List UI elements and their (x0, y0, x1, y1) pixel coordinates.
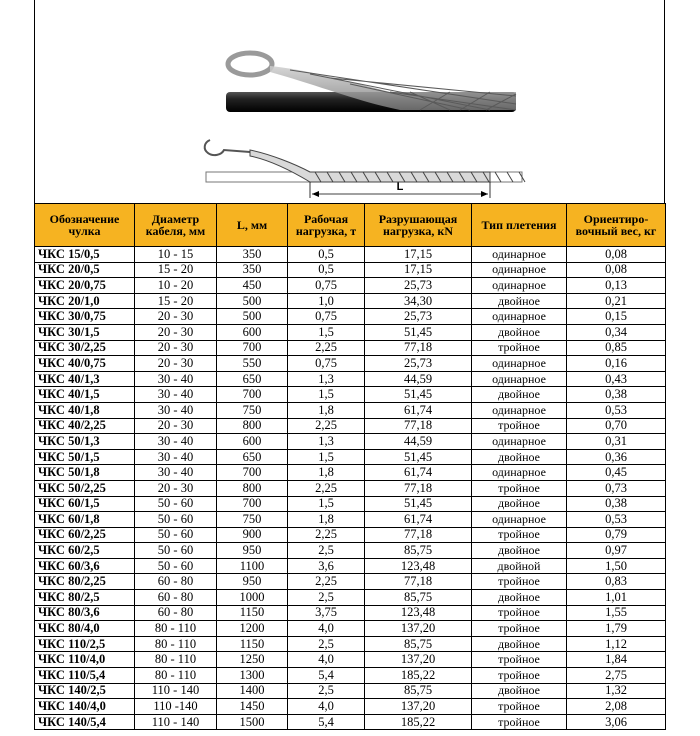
working-load-cell: 0,5 (288, 247, 365, 263)
designation-cell: ЧКС 60/2,25 (35, 527, 135, 543)
table-row (35, 558, 666, 574)
designation-cell: ЧКС 60/1,8 (35, 512, 135, 528)
table-row (35, 387, 666, 403)
designation-cell: ЧКС 140/2,5 (35, 683, 135, 699)
table-row (35, 480, 666, 496)
table-row (35, 574, 666, 590)
table-row (35, 293, 666, 309)
length-cell: 1500 (217, 714, 288, 730)
designation-cell: ЧКС 50/1,8 (35, 465, 135, 481)
weave-type-cell: тройное (472, 340, 567, 356)
table-row (35, 449, 666, 465)
designation-cell: ЧКС 40/2,25 (35, 418, 135, 434)
length-cell: 500 (217, 309, 288, 325)
breaking-load-cell: 77,18 (365, 340, 472, 356)
table-row (35, 668, 666, 684)
breaking-load-cell: 85,75 (365, 683, 472, 699)
breaking-load-cell: 77,18 (365, 418, 472, 434)
weight-cell: 0,38 (567, 496, 666, 512)
designation-cell: ЧКС 50/1,3 (35, 434, 135, 450)
length-cell: 1450 (217, 699, 288, 715)
length-cell: 350 (217, 262, 288, 278)
working-load-cell: 1,3 (288, 434, 365, 450)
table-row (35, 590, 666, 606)
cable-diameter-cell: 50 - 60 (135, 558, 217, 574)
weave-type-cell: одинарное (472, 309, 567, 325)
col-header-weave-type: Тип плетения (472, 204, 567, 247)
breaking-load-cell: 123,48 (365, 558, 472, 574)
cable-diameter-cell: 30 - 40 (135, 434, 217, 450)
breaking-load-cell: 137,20 (365, 652, 472, 668)
breaking-load-cell: 77,18 (365, 527, 472, 543)
working-load-cell: 5,4 (288, 668, 365, 684)
col-header-breaking-load: Разрушающая нагрузка, кN (365, 204, 472, 247)
table-row (35, 356, 666, 372)
working-load-cell: 0,75 (288, 278, 365, 294)
designation-cell: ЧКС 50/2,25 (35, 480, 135, 496)
breaking-load-cell: 61,74 (365, 512, 472, 528)
weave-type-cell: одинарное (472, 278, 567, 294)
breaking-load-cell: 44,59 (365, 434, 472, 450)
weave-type-cell: одинарное (472, 434, 567, 450)
weave-type-cell: одинарное (472, 356, 567, 372)
breaking-load-cell: 34,30 (365, 293, 472, 309)
weight-cell: 0,53 (567, 512, 666, 528)
length-cell: 1250 (217, 652, 288, 668)
working-load-cell: 3,6 (288, 558, 365, 574)
length-cell: 700 (217, 340, 288, 356)
working-load-cell: 4,0 (288, 652, 365, 668)
cable-diameter-cell: 10 - 15 (135, 247, 217, 263)
cable-diameter-cell: 20 - 30 (135, 480, 217, 496)
weave-type-cell: двойное (472, 387, 567, 403)
breaking-load-cell: 44,59 (365, 371, 472, 387)
cable-diameter-cell: 15 - 20 (135, 293, 217, 309)
designation-cell: ЧКС 140/4,0 (35, 699, 135, 715)
length-cell: 1150 (217, 605, 288, 621)
length-cell: 350 (217, 247, 288, 263)
cable-diameter-cell: 30 - 40 (135, 402, 217, 418)
working-load-cell: 2,25 (288, 574, 365, 590)
weave-type-cell: тройное (472, 714, 567, 730)
breaking-load-cell: 51,45 (365, 496, 472, 512)
breaking-load-cell: 61,74 (365, 465, 472, 481)
product-illustration (150, 40, 530, 200)
weave-type-cell: одинарное (472, 465, 567, 481)
weight-cell: 0,97 (567, 543, 666, 559)
designation-cell: ЧКС 110/5,4 (35, 668, 135, 684)
breaking-load-cell: 85,75 (365, 543, 472, 559)
table-row (35, 262, 666, 278)
weight-cell: 0,34 (567, 324, 666, 340)
breaking-load-cell: 185,22 (365, 714, 472, 730)
weave-type-cell: одинарное (472, 371, 567, 387)
weave-type-cell: тройное (472, 621, 567, 637)
length-cell: 650 (217, 371, 288, 387)
cable-diameter-cell: 60 - 80 (135, 605, 217, 621)
cable-diameter-cell: 50 - 60 (135, 512, 217, 528)
breaking-load-cell: 51,45 (365, 387, 472, 403)
table-row (35, 247, 666, 263)
working-load-cell: 2,5 (288, 590, 365, 606)
weave-type-cell: одинарное (472, 262, 567, 278)
cable-diameter-cell: 20 - 30 (135, 309, 217, 325)
weave-type-cell: тройное (472, 652, 567, 668)
working-load-cell: 1,3 (288, 371, 365, 387)
length-cell: 750 (217, 512, 288, 528)
working-load-cell: 4,0 (288, 699, 365, 715)
weave-type-cell: двойное (472, 449, 567, 465)
cable-stocking-drawing-icon (205, 140, 530, 198)
weave-type-cell: двойное (472, 293, 567, 309)
working-load-cell: 0,5 (288, 262, 365, 278)
weight-cell: 0,08 (567, 247, 666, 263)
length-cell: 900 (217, 527, 288, 543)
weight-cell: 0,13 (567, 278, 666, 294)
cable-diameter-cell: 30 - 40 (135, 371, 217, 387)
table-row (35, 527, 666, 543)
working-load-cell: 2,25 (288, 340, 365, 356)
weight-cell: 0,45 (567, 465, 666, 481)
weave-type-cell: двойное (472, 683, 567, 699)
weave-type-cell: тройное (472, 699, 567, 715)
working-load-cell: 2,5 (288, 683, 365, 699)
table-row (35, 402, 666, 418)
weight-cell: 0,38 (567, 387, 666, 403)
weight-cell: 0,15 (567, 309, 666, 325)
dimension-label: L (396, 181, 404, 193)
weight-cell: 0,83 (567, 574, 666, 590)
length-cell: 550 (217, 356, 288, 372)
designation-cell: ЧКС 15/0,5 (35, 247, 135, 263)
weave-type-cell: двойное (472, 496, 567, 512)
col-header-weight: Ориентиро-вочный вес, кг (567, 204, 666, 247)
breaking-load-cell: 77,18 (365, 574, 472, 590)
length-cell: 800 (217, 480, 288, 496)
weight-cell: 0,31 (567, 434, 666, 450)
cable-diameter-cell: 50 - 60 (135, 527, 217, 543)
weight-cell: 0,43 (567, 371, 666, 387)
length-cell: 600 (217, 434, 288, 450)
working-load-cell: 1,5 (288, 449, 365, 465)
table-row (35, 309, 666, 325)
designation-cell: ЧКС 30/2,25 (35, 340, 135, 356)
table-row (35, 699, 666, 715)
working-load-cell: 1,0 (288, 293, 365, 309)
weave-type-cell: тройное (472, 574, 567, 590)
weave-type-cell: тройное (472, 668, 567, 684)
working-load-cell: 4,0 (288, 621, 365, 637)
designation-cell: ЧКС 60/2,5 (35, 543, 135, 559)
table-body (35, 247, 666, 730)
length-cell: 950 (217, 574, 288, 590)
table-row (35, 371, 666, 387)
weave-type-cell: двойное (472, 324, 567, 340)
breaking-load-cell: 85,75 (365, 636, 472, 652)
weave-type-cell: тройное (472, 527, 567, 543)
working-load-cell: 1,8 (288, 465, 365, 481)
table-row (35, 636, 666, 652)
cable-diameter-cell: 110 -140 (135, 699, 217, 715)
breaking-load-cell: 85,75 (365, 590, 472, 606)
weight-cell: 1,12 (567, 636, 666, 652)
table-row (35, 714, 666, 730)
working-load-cell: 1,8 (288, 512, 365, 528)
designation-cell: ЧКС 80/4,0 (35, 621, 135, 637)
cable-diameter-cell: 20 - 30 (135, 356, 217, 372)
designation-cell: ЧКС 40/1,8 (35, 402, 135, 418)
weave-type-cell: тройное (472, 605, 567, 621)
cable-diameter-cell: 15 - 20 (135, 262, 217, 278)
table-header-row (35, 204, 666, 247)
table-row (35, 652, 666, 668)
breaking-load-cell: 77,18 (365, 480, 472, 496)
length-cell: 1150 (217, 636, 288, 652)
weave-type-cell: тройное (472, 418, 567, 434)
length-cell: 1000 (217, 590, 288, 606)
working-load-cell: 1,8 (288, 402, 365, 418)
designation-cell: ЧКС 110/4,0 (35, 652, 135, 668)
designation-cell: ЧКС 20/0,75 (35, 278, 135, 294)
table-row (35, 543, 666, 559)
col-header-working-load: Рабочая нагрузка, т (288, 204, 365, 247)
col-header-cable-diameter: Диаметр кабеля, мм (135, 204, 217, 247)
weave-type-cell: двойное (472, 543, 567, 559)
cable-diameter-cell: 110 - 140 (135, 714, 217, 730)
length-cell: 500 (217, 293, 288, 309)
breaking-load-cell: 185,22 (365, 668, 472, 684)
designation-cell: ЧКС 80/2,5 (35, 590, 135, 606)
breaking-load-cell: 25,73 (365, 309, 472, 325)
designation-cell: ЧКС 40/1,5 (35, 387, 135, 403)
designation-cell: ЧКС 140/5,4 (35, 714, 135, 730)
table-row (35, 512, 666, 528)
length-cell: 950 (217, 543, 288, 559)
breaking-load-cell: 137,20 (365, 621, 472, 637)
weight-cell: 0,79 (567, 527, 666, 543)
table-row (35, 418, 666, 434)
col-header-designation: Обозначение чулка (35, 204, 135, 247)
cable-diameter-cell: 80 - 110 (135, 652, 217, 668)
length-cell: 800 (217, 418, 288, 434)
designation-cell: ЧКС 60/3,6 (35, 558, 135, 574)
designation-cell: ЧКС 50/1,5 (35, 449, 135, 465)
weight-cell: 0,85 (567, 340, 666, 356)
cable-diameter-cell: 50 - 60 (135, 543, 217, 559)
designation-cell: ЧКС 40/0,75 (35, 356, 135, 372)
weight-cell: 0,21 (567, 293, 666, 309)
working-load-cell: 5,4 (288, 714, 365, 730)
weave-type-cell: одинарное (472, 512, 567, 528)
breaking-load-cell: 123,48 (365, 605, 472, 621)
table-row (35, 621, 666, 637)
length-cell: 1300 (217, 668, 288, 684)
length-cell: 1100 (217, 558, 288, 574)
weave-type-cell: двойной (472, 558, 567, 574)
designation-cell: ЧКС 110/2,5 (35, 636, 135, 652)
cable-diameter-cell: 110 - 140 (135, 683, 217, 699)
breaking-load-cell: 17,15 (365, 247, 472, 263)
working-load-cell: 2,25 (288, 418, 365, 434)
length-cell: 450 (217, 278, 288, 294)
cable-diameter-cell: 20 - 30 (135, 418, 217, 434)
working-load-cell: 1,5 (288, 496, 365, 512)
designation-cell: ЧКС 40/1,3 (35, 371, 135, 387)
working-load-cell: 1,5 (288, 324, 365, 340)
designation-cell: ЧКС 20/1,0 (35, 293, 135, 309)
cable-diameter-cell: 80 - 110 (135, 621, 217, 637)
table-row (35, 324, 666, 340)
working-load-cell: 2,5 (288, 543, 365, 559)
working-load-cell: 2,25 (288, 480, 365, 496)
length-cell: 700 (217, 465, 288, 481)
length-cell: 700 (217, 387, 288, 403)
working-load-cell: 0,75 (288, 309, 365, 325)
table-row (35, 683, 666, 699)
designation-cell: ЧКС 80/2,25 (35, 574, 135, 590)
weight-cell: 3,06 (567, 714, 666, 730)
designation-cell: ЧКС 20/0,5 (35, 262, 135, 278)
table-row (35, 340, 666, 356)
weight-cell: 0,16 (567, 356, 666, 372)
weight-cell: 2,08 (567, 699, 666, 715)
table-row (35, 278, 666, 294)
weight-cell: 0,73 (567, 480, 666, 496)
cable-diameter-cell: 20 - 30 (135, 324, 217, 340)
cable-diameter-cell: 10 - 20 (135, 278, 217, 294)
length-cell: 700 (217, 496, 288, 512)
length-cell: 650 (217, 449, 288, 465)
designation-cell: ЧКС 80/3,6 (35, 605, 135, 621)
cable-diameter-cell: 60 - 80 (135, 590, 217, 606)
weave-type-cell: двойное (472, 590, 567, 606)
cable-diameter-cell: 20 - 30 (135, 340, 217, 356)
spec-table (34, 203, 666, 730)
page-border-left (34, 0, 35, 203)
working-load-cell: 1,5 (288, 387, 365, 403)
breaking-load-cell: 51,45 (365, 324, 472, 340)
breaking-load-cell: 17,15 (365, 262, 472, 278)
cable-diameter-cell: 30 - 40 (135, 465, 217, 481)
cable-diameter-cell: 50 - 60 (135, 496, 217, 512)
weight-cell: 2,75 (567, 668, 666, 684)
designation-cell: ЧКС 60/1,5 (35, 496, 135, 512)
page-border-right (664, 0, 665, 203)
weave-type-cell: тройное (472, 480, 567, 496)
length-cell: 600 (217, 324, 288, 340)
weight-cell: 1,55 (567, 605, 666, 621)
breaking-load-cell: 25,73 (365, 278, 472, 294)
weave-type-cell: одинарное (472, 247, 567, 263)
weight-cell: 1,79 (567, 621, 666, 637)
cable-diameter-cell: 30 - 40 (135, 387, 217, 403)
length-cell: 1400 (217, 683, 288, 699)
weight-cell: 1,32 (567, 683, 666, 699)
breaking-load-cell: 61,74 (365, 402, 472, 418)
breaking-load-cell: 137,20 (365, 699, 472, 715)
designation-cell: ЧКС 30/1,5 (35, 324, 135, 340)
cable-stocking-photo-icon (226, 53, 516, 112)
cable-diameter-cell: 30 - 40 (135, 449, 217, 465)
working-load-cell: 2,5 (288, 636, 365, 652)
working-load-cell: 0,75 (288, 356, 365, 372)
weave-type-cell: одинарное (472, 402, 567, 418)
breaking-load-cell: 25,73 (365, 356, 472, 372)
length-cell: 750 (217, 402, 288, 418)
table-row (35, 605, 666, 621)
weight-cell: 0,36 (567, 449, 666, 465)
table-row (35, 465, 666, 481)
weight-cell: 0,08 (567, 262, 666, 278)
working-load-cell: 3,75 (288, 605, 365, 621)
weight-cell: 0,70 (567, 418, 666, 434)
designation-cell: ЧКС 30/0,75 (35, 309, 135, 325)
cable-diameter-cell: 80 - 110 (135, 636, 217, 652)
weight-cell: 1,01 (567, 590, 666, 606)
length-cell: 1200 (217, 621, 288, 637)
weight-cell: 0,53 (567, 402, 666, 418)
cable-diameter-cell: 80 - 110 (135, 668, 217, 684)
cable-diameter-cell: 60 - 80 (135, 574, 217, 590)
table-row (35, 434, 666, 450)
working-load-cell: 2,25 (288, 527, 365, 543)
col-header-length: L, мм (217, 204, 288, 247)
table-row (35, 496, 666, 512)
weight-cell: 1,84 (567, 652, 666, 668)
weight-cell: 1,50 (567, 558, 666, 574)
breaking-load-cell: 51,45 (365, 449, 472, 465)
weave-type-cell: двойное (472, 636, 567, 652)
